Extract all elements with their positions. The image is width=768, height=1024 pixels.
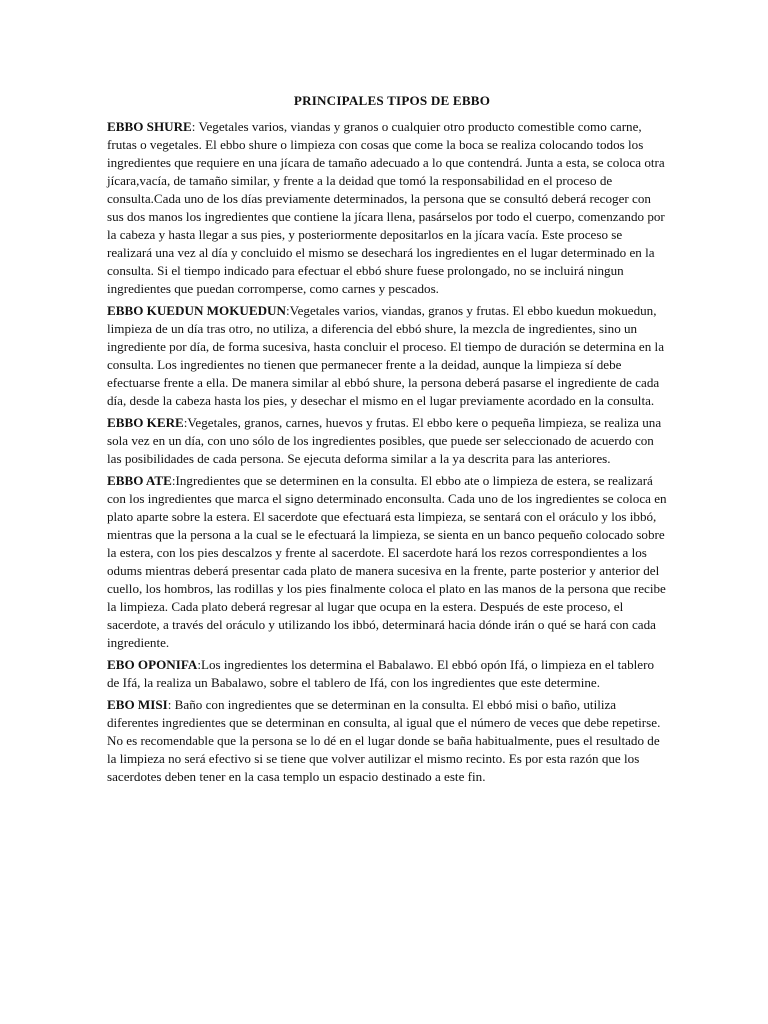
entry-ebbo-ate (107, 472, 667, 652)
entry-text: : Baño con ingredientes que se determinan en la consulta. El ebbó misi o baño, utiliza diferentes ingredientes que se determinan en consulta, al igual que el número de veces que debe repetirse. No es recomendable que la persona se lo dé en el lugar donde se baña habitualmente, pues el resultado de la limpieza no será efectivo si se tiene que volver autilizar el mismo recinto. Es por esta razón que los sacerdotes deben tener en la casa templo un espacio destinado a este fin. (107, 697, 661, 784)
entry-text: : Vegetales varios, viandas y granos o cualquier otro producto comestible como carne, frutas o vegetales. El ebbo shure o limpieza con cosas que come la boca se realiza colocando todos los ingredientes que requiere en una jícara de tamaño adecuado a lo que contendrá. Junta a esta, se coloca otra jícara,vacía, de tamaño similar, y frente a la deidad que tomó la responsabilidad en el proceso de consulta.Cada uno de los días previamente determinados, la persona que se consultó deberá recoger con sus dos manos los ingredientes que contiene la jícara llena, pasárselos por todo el cuerpo, comenzando por la cabeza y hasta llegar a sus pies, y posteriormente depositarlos en la jícara vacía. Este proceso se realizará una vez al día y concluido el mismo se desechará los ingredientes en el lugar determinado en la consulta. Si el tiempo indicado para efectuar el ebbó shure fuese prolongado, no se incluirá ningun ingredientes que puedan corromperse, como carnes y pescados. (107, 119, 665, 296)
entry-term: EBO MISI (107, 697, 168, 712)
entry-term: EBBO ATE (107, 473, 172, 488)
entry-ebo-misi (107, 696, 667, 786)
entry-ebbo-shure (107, 118, 667, 298)
entry-text: :Vegetales varios, viandas, granos y frutas. El ebbo kuedun mokuedun, limpieza de un día tras otro, no utiliza, a diferencia del ebbó shure, la mezcla de ingredientes, sino un ingrediente por día, de forma sucesiva, hasta concluir el proceso. El tiempo de duración se determina en la consulta. Los ingredientes no tienen que permanecer frente a la deidad, aunque la limpieza sí debe efectuarse frente a ella. De manera similar al ebbó shure, la persona deberá pasarse el ingrediente de cada día, desde la cabeza hasta los pies, y desechar el mismo en el lugar previamente acordado en la consulta. (107, 303, 665, 408)
entry-ebo-oponifa (107, 656, 667, 692)
document-body (107, 92, 667, 790)
entry-ebbo-kuedun-mokuedun (107, 302, 667, 410)
entry-term: EBO OPONIFA (107, 657, 198, 672)
entry-ebbo-kere (107, 414, 667, 468)
entry-term: EBBO KERE (107, 415, 184, 430)
entry-term: EBBO SHURE (107, 119, 192, 134)
entry-term: EBBO KUEDUN MOKUEDUN (107, 303, 286, 318)
document-title: PRINCIPALES TIPOS DE EBBO (293, 93, 491, 108)
entry-text: :Los ingredientes los determina el Babalawo. El ebbó opón Ifá, o limpieza en el tablero de Ifá, la realiza un Babalawo, sobre el tablero de Ifá, con los ingredientes que este determine. (107, 657, 655, 690)
entry-text: :Ingredientes que se determinen en la consulta. El ebbo ate o limpieza de estera, se realizará con los ingredientes que marca el signo determinado enconsulta. Cada uno de los ingredientes se coloca en plato aparte sobre la estera. El sacerdote que efectuará esta limpieza, se sentará con el oráculo y los ibbó, mientras que la persona a la cual se le efectuará la limpieza, se sienta en un banco pequeño colocado sobre la estera, con los pies descalzos y frente al sacerdote. El sacerdote hará los rezos correspondientes a los odums mientras deberá presentar cada plato de manera sucesiva en la frente, parte posterior y anterior del cuello, los hombros, las rodillas y los pies finalmente coloca el plato en las manos de la persona que recibe la limpieza. Cada plato deberá regresar al lugar que ocupa en la estera. Después de este proceso, el sacerdote, a través del oráculo y utilizando los ibbó, determinará hacia dónde irán o qué se hará con cada ingrediente. (107, 473, 667, 650)
entry-text: :Vegetales, granos, carnes, huevos y frutas. El ebbo kere o pequeña limpieza, se realiza una sola vez en un día, con uno sólo de los ingredientes posibles, que puede ser seleccionado de acuerdo con las posibilidades de cada persona. Se ejecuta deforma similar a la ya descrita para las anteriores. (107, 415, 662, 466)
